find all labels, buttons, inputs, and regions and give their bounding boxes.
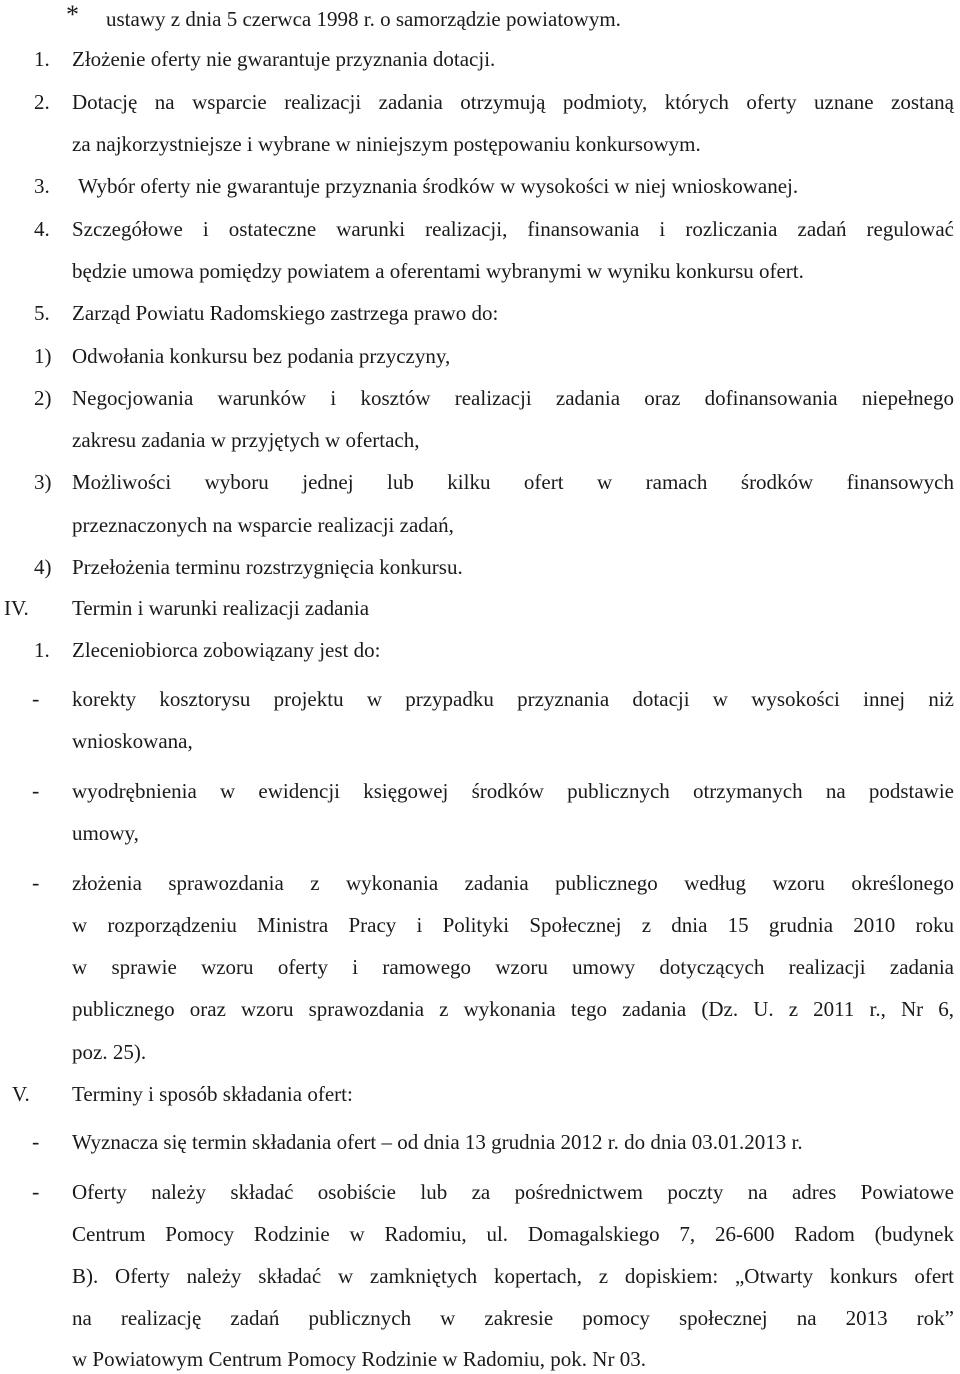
text-line: Przełożenia terminu rozstrzygnięcia konkursu. [72, 555, 463, 579]
text-line: korekty kosztorysu projektu w przypadku przyznania dotacji w wysokości innej niż [72, 687, 954, 711]
section-heading: Termin i warunki realizacji zadania [72, 596, 370, 620]
text-line: Wyznacza się termin składania ofert – od dnia 13 grudnia 2012 r. do dnia 03.01.2013 r. [72, 1130, 803, 1154]
text-line: publicznego oraz wzoru sprawozdania z wykonania tego zadania (Dz. U. z 2011 r., Nr 6, [72, 997, 954, 1021]
text-line: w Powiatowym Centrum Pomocy Rodzinie w Radomiu, pok. Nr 03. [72, 1347, 646, 1371]
list-number: 1) [34, 344, 52, 368]
list-number: 1. [34, 47, 50, 71]
section-number: IV. [4, 596, 29, 620]
list-number: 2. [34, 90, 50, 114]
text-line: Dotację na wsparcie realizacji zadania otrzymują podmioty, których oferty uznane zostaną [72, 90, 954, 114]
text-line: w sprawie wzoru oferty i ramowego wzoru umowy dotyczących realizacji zadania [72, 955, 954, 979]
text-line: poz. 25). [72, 1040, 147, 1064]
list-number: 5. [34, 301, 50, 325]
list-number: 4. [34, 217, 50, 241]
text-line: Szczegółowe i ostateczne warunki realizacji, finansowania i rozliczania zadań regulować [72, 217, 954, 241]
text-line: Zarząd Powiatu Radomskiego zastrzega prawo do: [72, 301, 499, 325]
text-line: Oferty należy składać osobiście lub za pośrednictwem poczty na adres Powiatowe [72, 1180, 954, 1204]
text-line: Zleceniobiorca zobowiązany jest do: [72, 638, 381, 662]
bullet-dash: - [32, 686, 40, 711]
footnote-asterisk: * [66, 0, 79, 29]
section-heading: Terminy i sposób składania ofert: [72, 1082, 353, 1106]
text-line: za najkorzystniejsze i wybrane w niniejszym postępowaniu konkursowym. [72, 132, 701, 156]
text-line: Wybór oferty nie gwarantuje przyznania środków w wysokości w niej wnioskowanej. [78, 174, 799, 198]
bullet-dash: - [32, 778, 40, 803]
list-number: 1. [34, 638, 50, 662]
text-line: będzie umowa pomiędzy powiatem a oferentami wybranymi w wyniku konkursu ofert. [72, 259, 804, 283]
list-number: 2) [34, 386, 52, 410]
text-line: Złożenie oferty nie gwarantuje przyznania dotacji. [72, 47, 496, 71]
text-line: przeznaczonych na wsparcie realizacji zadań, [72, 513, 454, 537]
list-number: 3) [34, 470, 52, 494]
list-number: 4) [34, 555, 52, 579]
text-line: wnioskowana, [72, 729, 193, 753]
text-line: Możliwości wyboru jednej lub kilku ofert w ramach środków finansowych [72, 470, 954, 494]
text-line: umowy, [72, 821, 139, 845]
bullet-dash: - [32, 1129, 40, 1154]
bullet-dash: - [32, 1179, 40, 1204]
text-line: B). Oferty należy składać w zamkniętych kopertach, z dopiskiem: „Otwarty konkurs ofert [72, 1264, 954, 1288]
text-line: w rozporządzeniu Ministra Pracy i Polityki Społecznej z dnia 15 grudnia 2010 roku [72, 913, 954, 937]
text-line: ustawy z dnia 5 czerwca 1998 r. o samorządzie powiatowym. [106, 7, 621, 31]
text-line: Negocjowania warunków i kosztów realizacji zadania oraz dofinansowania niepełnego [72, 386, 954, 410]
text-line: na realizację zadań publicznych w zakresie pomocy społecznej na 2013 rok” [72, 1306, 954, 1330]
text-line: złożenia sprawozdania z wykonania zadania publicznego według wzoru określonego [72, 871, 954, 895]
text-line: wyodrębnienia w ewidencji księgowej środków publicznych otrzymanych na podstawie [72, 779, 954, 803]
bullet-dash: - [32, 870, 40, 895]
list-number: 3. [34, 174, 50, 198]
text-line: zakresu zadania w przyjętych w ofertach, [72, 428, 420, 452]
text-line: Odwołania konkursu bez podania przyczyny, [72, 344, 451, 368]
section-number: V. [12, 1082, 30, 1106]
text-line: Centrum Pomocy Rodzinie w Radomiu, ul. Domagalskiego 7, 26-600 Radom (budynek [72, 1222, 954, 1246]
